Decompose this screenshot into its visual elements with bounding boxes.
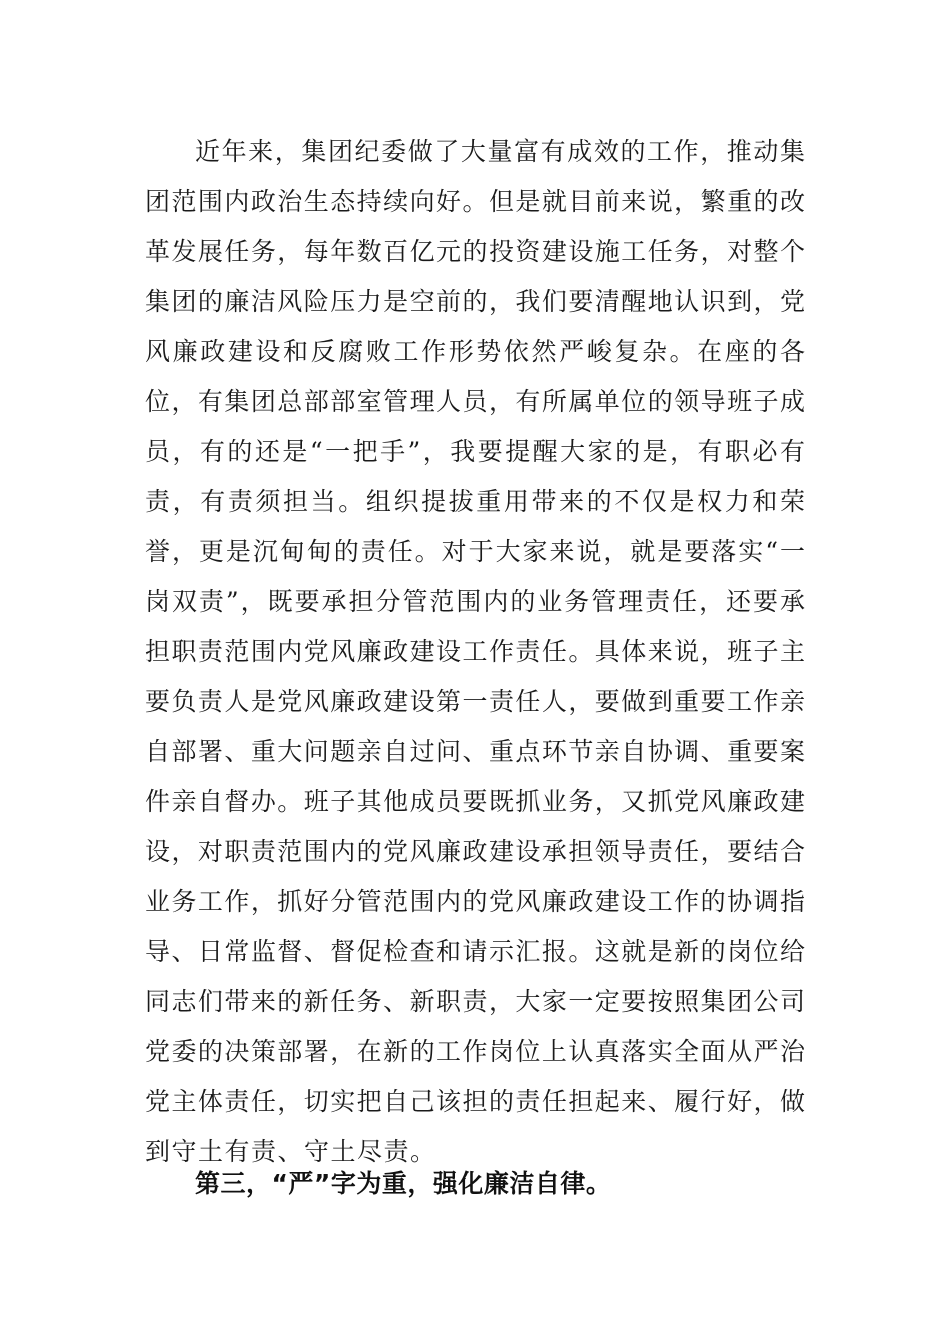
paragraph-line: 位，有集团总部部室管理人员，有所属单位的领导班子成	[145, 387, 805, 416]
paragraph-line: 业务工作，抓好分管范围内的党风廉政建设工作的协调指	[145, 887, 805, 916]
paragraph-line: 党主体责任，切实把自己该担的责任担起来、履行好，做	[145, 1087, 805, 1116]
paragraph-line: 党委的决策部署，在新的工作岗位上认真落实全面从严治	[145, 1037, 805, 1066]
paragraph-line: 员，有的还是“一把手”，我要提醒大家的是，有职必有	[145, 437, 805, 466]
paragraph-line: 导、日常监督、督促检查和请示汇报。这就是新的岗位给	[145, 937, 805, 966]
paragraph-line: 革发展任务，每年数百亿元的投资建设施工任务，对整个	[145, 237, 805, 266]
paragraph-line: 岗双责”，既要承担分管范围内的业务管理责任，还要承	[145, 587, 805, 616]
paragraph-line: 誉，更是沉甸甸的责任。对于大家来说，就是要落实“一	[145, 537, 805, 566]
paragraph-line: 件亲自督办。班子其他成员要既抓业务，又抓党风廉政建	[145, 787, 805, 816]
paragraph-line: 设，对职责范围内的党风廉政建设承担领导责任，要结合	[145, 837, 805, 866]
paragraph-line: 责，有责须担当。组织提拔重用带来的不仅是权力和荣	[145, 487, 805, 516]
paragraph-line: 近年来，集团纪委做了大量富有成效的工作，推动集	[195, 137, 805, 166]
paragraph-line: 风廉政建设和反腐败工作形势依然严峻复杂。在座的各	[145, 337, 805, 366]
paragraph-line: 要负责人是党风廉政建设第一责任人，要做到重要工作亲	[145, 687, 805, 716]
paragraph-line: 同志们带来的新任务、新职责，大家一定要按照集团公司	[145, 987, 805, 1016]
paragraph-line: 到守土有责、守土尽责。	[145, 1137, 437, 1166]
paragraph-line: 团范围内政治生态持续向好。但是就目前来说，繁重的改	[145, 187, 805, 216]
paragraph-line: 集团的廉洁风险压力是空前的，我们要清醒地认识到，党	[145, 287, 805, 316]
section-heading: 第三，“严”字为重，强化廉洁自律。	[195, 1169, 612, 1198]
paragraph-line: 自部署、重大问题亲自过问、重点环节亲自协调、重要案	[145, 737, 805, 766]
paragraph-line: 担职责范围内党风廉政建设工作责任。具体来说，班子主	[145, 637, 805, 666]
